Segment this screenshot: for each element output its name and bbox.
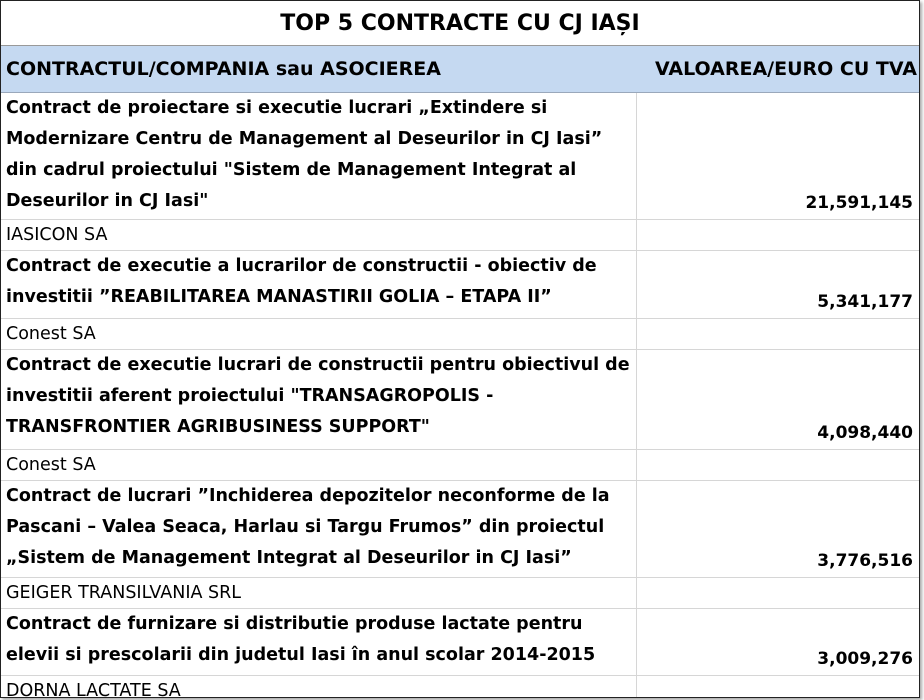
table-row — [1, 93, 919, 220]
company-name[interactable]: GEIGER TRANSILVANIA SRL — [1, 578, 637, 608]
company-name[interactable]: Conest SA — [1, 319, 637, 349]
contract-description[interactable]: Contract de proiectare si executie lucrari „Extindere si Modernizare Centru de Management al Deseurilor in CJ Iasi” din cadrul proiectului "Sistem de Management Integrat al Deseurilor in CJ Iasi" — [1, 93, 637, 219]
empty-cell[interactable] — [637, 220, 919, 250]
contract-value[interactable]: 21,591,145 — [805, 193, 913, 213]
company-name[interactable]: IASICON SA — [1, 220, 637, 250]
contract-value[interactable]: 5,341,177 — [817, 292, 913, 312]
empty-cell[interactable] — [637, 319, 919, 349]
contract-value[interactable]: 3,776,516 — [817, 551, 913, 571]
contract-description[interactable]: Contract de executie lucrari de constructii pentru obiectivul de investitii aferent proiectului "TRANSAGROPOLIS - TRANSFRONTIER AGRIBUSINESS SUPPORT" — [1, 350, 637, 449]
empty-cell[interactable] — [637, 676, 919, 698]
column-header-value[interactable]: VALOAREA/EURO CU TVA — [654, 58, 917, 80]
table-row — [1, 220, 919, 251]
table-row — [1, 319, 919, 350]
empty-cell[interactable] — [637, 578, 919, 608]
table-row — [1, 350, 919, 450]
contract-value[interactable]: 4,098,440 — [817, 423, 913, 443]
contract-description[interactable]: Contract de executie a lucrarilor de constructii - obiectiv de investitii ”REABILITAREA MANASTIRII GOLIA – ETAPA II” — [1, 251, 637, 318]
table-row — [1, 609, 919, 676]
table-row — [1, 676, 919, 698]
company-name[interactable]: DORNA LACTATE SA — [1, 676, 637, 698]
header-row — [1, 46, 919, 93]
table-row — [1, 578, 919, 609]
company-name[interactable]: Conest SA — [1, 450, 637, 480]
table-row — [1, 251, 919, 319]
table-title: TOP 5 CONTRACTE CU CJ IAȘI — [1, 1, 919, 46]
contract-description[interactable]: Contract de furnizare si distributie produse lactate pentru elevii si prescolarii din judetul Iasi în anul scolar 2014-2015 — [1, 609, 637, 675]
column-header-contract[interactable]: CONTRACTUL/COMPANIA sau ASOCIEREA — [6, 58, 441, 80]
empty-cell[interactable] — [637, 450, 919, 480]
table-row — [1, 481, 919, 578]
contract-value[interactable]: 3,009,276 — [817, 649, 913, 669]
contract-description[interactable]: Contract de lucrari ”Inchiderea depozitelor neconforme de la Pascani – Valea Seaca, Harlau si Targu Frumos” din proiectul „Sistem de Management Integrat al Deseurilor in CJ Iasi” — [1, 481, 637, 577]
table-row — [1, 450, 919, 481]
